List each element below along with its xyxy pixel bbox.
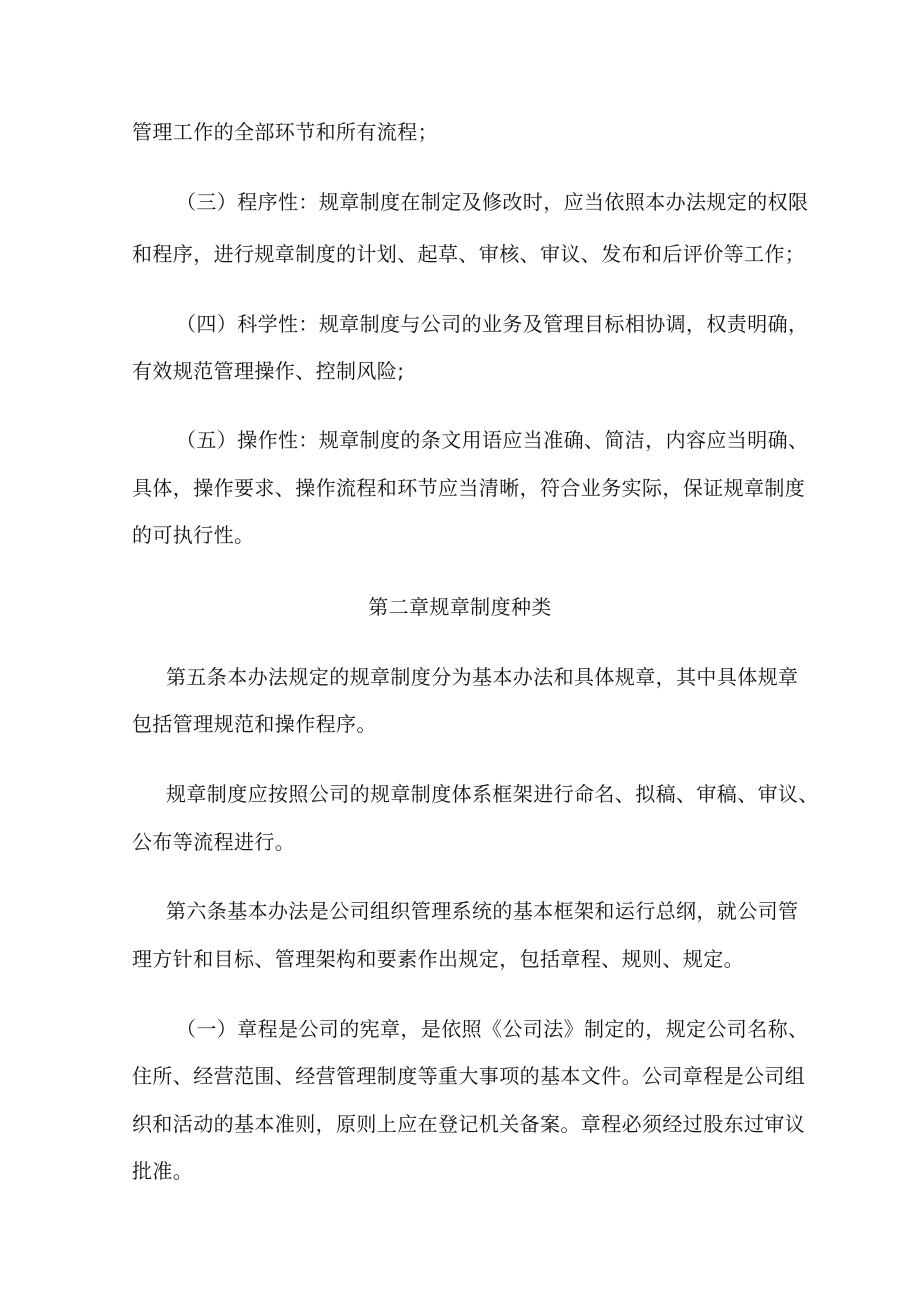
paragraph-line: （五）操作性：规章制度的条文用语应当准确、简洁，内容应当明确、 — [176, 428, 809, 452]
paragraph-line: 规章制度应按照公司的规章制度体系框架进行命名、拟稿、审稿、审议、 — [166, 782, 819, 806]
paragraph-line: （三）程序性：规章制度在制定及修改时，应当依照本办法规定的权限 — [176, 190, 809, 214]
paragraph-line: 织和活动的基本准则，原则上应在登记机关备案。章程必须经过股东过审议 — [132, 1112, 806, 1136]
paragraph-line: 和程序，进行规章制度的计划、起草、审核、审议、发布和后评价等工作； — [132, 242, 806, 266]
chapter-heading: 第二章规章制度种类 — [368, 595, 552, 619]
paragraph-line: （一）章程是公司的宪章，是依照《公司法》制定的，规定公司名称、 — [176, 1017, 809, 1041]
paragraph-line: 包括管理规范和操作程序。 — [132, 712, 377, 736]
paragraph-line: 具体，操作要求、操作流程和环节应当清晰，符合业务实际，保证规章制度 — [132, 476, 806, 500]
paragraph-line: 批准。 — [132, 1159, 194, 1183]
paragraph-line: 第五条本办法规定的规章制度分为基本办法和具体规章，其中具体规章 — [166, 665, 799, 689]
paragraph-line: （四）科学性：规章制度与公司的业务及管理目标相协调，权责明确， — [176, 312, 809, 336]
paragraph-line: 公布等流程进行。 — [132, 830, 296, 854]
paragraph-line: 住所、经营范围、经营管理制度等重大事项的基本文件。公司章程是公司组 — [132, 1064, 806, 1088]
paragraph-line: 有效规范管理操作、控制风险; — [132, 359, 405, 383]
paragraph-line: 管理工作的全部环节和所有流程； — [132, 120, 438, 144]
paragraph-line: 理方针和目标、管理架构和要素作出规定，包括章程、规则、规定。 — [132, 947, 744, 971]
paragraph-line: 的可执行性。 — [132, 523, 255, 547]
paragraph-line: 第六条基本办法是公司组织管理系统的基本框架和运行总纲，就公司管 — [166, 899, 799, 923]
